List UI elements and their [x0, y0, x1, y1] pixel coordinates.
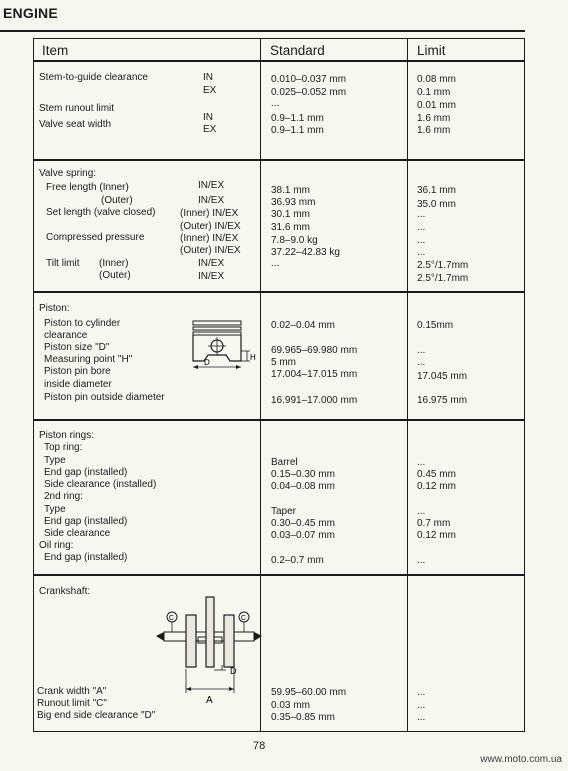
limit-value: 1.6 mm: [417, 113, 451, 124]
standard-value: Barrel: [271, 457, 298, 468]
spec-table: [33, 38, 525, 732]
limit-value: 0.1 mm: [417, 87, 451, 98]
standard-value: 36.93 mm: [271, 197, 316, 208]
item-label: (Inner): [99, 258, 129, 269]
item-label: Stem runout limit: [39, 103, 115, 114]
limit-value: 0.08 mm: [417, 74, 456, 85]
standard-value: 38.1 mm: [271, 185, 310, 196]
section-heading: Piston rings:: [39, 430, 95, 441]
limit-value: 0.7 mm: [417, 518, 451, 529]
item-qualifier: (Outer) IN/EX: [180, 221, 241, 232]
item-qualifier: IN/EX: [198, 258, 225, 269]
item-qualifier: IN/EX: [198, 180, 225, 191]
item-label: Free length (Inner): [46, 182, 129, 193]
item-label: (Outer): [99, 270, 131, 281]
standard-value: 7.8–9.0 kg: [271, 235, 318, 246]
item-label: Type: [44, 504, 66, 515]
section-heading: Crankshaft:: [39, 586, 91, 597]
section-divider: [34, 574, 524, 576]
figure-label-a: A: [206, 695, 213, 706]
crankshaft-diagram: [154, 597, 264, 713]
column-divider: [407, 39, 408, 731]
standard-value: 0.35–0.85 mm: [271, 712, 335, 723]
standard-value: 0.010–0.037 mm: [271, 74, 347, 85]
item-label: Side clearance: [44, 528, 111, 539]
standard-value: 0.025–0.052 mm: [271, 87, 347, 98]
standard-value: 0.15–0.30 mm: [271, 469, 335, 480]
item-label: Valve seat width: [39, 119, 112, 130]
item-label: Crank width "A": [37, 686, 107, 697]
limit-value: ...: [417, 506, 426, 517]
limit-value: ...: [417, 555, 426, 566]
standard-value: ...: [271, 98, 280, 109]
standard-value: 5 mm: [271, 357, 296, 368]
section-divider: [34, 419, 524, 421]
item-label: (Outer): [101, 195, 133, 206]
section-heading: Piston:: [39, 303, 70, 314]
item-qualifier: (Outer) IN/EX: [180, 245, 241, 256]
limit-value: 0.45 mm: [417, 469, 456, 480]
figure-label-c: C: [169, 615, 175, 622]
item-qualifier: (Inner) IN/EX: [180, 233, 239, 244]
standard-value: 0.02–0.04 mm: [271, 320, 335, 331]
standard-value: 16.991–17.000 mm: [271, 395, 358, 406]
item-qualifier: IN/EX: [198, 195, 225, 206]
item-label: Big end side clearance "D": [37, 710, 156, 721]
item-label: Side clearance (installed): [44, 479, 157, 490]
column-header-standard: Standard: [270, 43, 325, 58]
section-heading: Valve spring:: [39, 168, 97, 179]
standard-value: 37.22–42.83 kg: [271, 247, 340, 258]
figure-label-d: D: [204, 358, 210, 367]
limit-value: ...: [417, 457, 426, 468]
item-label: 2nd ring:: [44, 491, 83, 502]
section-divider: [34, 159, 524, 161]
item-label: End gap (installed): [44, 516, 128, 527]
limit-value: 35.0 mm: [417, 199, 456, 210]
standard-value: 0.03–0.07 mm: [271, 530, 335, 541]
limit-value: 0.15mm: [417, 320, 454, 331]
item-label: End gap (installed): [44, 467, 128, 478]
item-label: inside diameter: [44, 379, 112, 390]
page-title: ENGINE: [3, 5, 58, 21]
standard-value: 59.95–60.00 mm: [271, 687, 347, 698]
item-qualifier: IN: [203, 72, 213, 83]
standard-value: 0.04–0.08 mm: [271, 481, 335, 492]
limit-value: 1.6 mm: [417, 125, 451, 136]
item-label: Measuring point "H": [44, 354, 133, 365]
standard-value: 17.004–17.015 mm: [271, 369, 358, 380]
item-label: Type: [44, 455, 66, 466]
limit-value: ...: [417, 357, 426, 368]
item-label: Compressed pressure: [46, 232, 145, 243]
item-label: Oil ring:: [39, 540, 74, 551]
item-qualifier: IN/EX: [198, 271, 225, 282]
limit-value: 36.1 mm: [417, 185, 456, 196]
limit-value: ...: [417, 247, 426, 258]
limit-value: ...: [417, 712, 426, 723]
limit-value: 0.12 mm: [417, 481, 456, 492]
limit-value: ...: [417, 700, 426, 711]
section-divider: [34, 291, 524, 293]
limit-value: 0.01 mm: [417, 100, 456, 111]
page-number: 78: [253, 740, 266, 752]
item-label: Piston size "D": [44, 342, 110, 353]
standard-value: 69.965–69.980 mm: [271, 345, 358, 356]
item-qualifier: EX: [203, 124, 217, 135]
item-label: Stem-to-guide clearance: [39, 72, 148, 83]
figure-label-c: C: [241, 615, 247, 622]
limit-value: 2.5°/1.7mm: [417, 260, 469, 271]
item-label: Runout limit "C": [37, 698, 107, 709]
header-rule: [0, 30, 525, 32]
standard-value: 30.1 mm: [271, 209, 310, 220]
item-qualifier: IN: [203, 112, 213, 123]
standard-value: 0.2–0.7 mm: [271, 555, 324, 566]
figure-label-h: H: [250, 353, 256, 362]
item-label: clearance: [44, 330, 88, 341]
piston-diagram: [184, 317, 256, 383]
standard-value: 0.9–1.1 mm: [271, 113, 324, 124]
watermark: www.moto.com.ua: [480, 754, 562, 765]
item-label: Piston pin outside diameter: [44, 392, 165, 403]
standard-value: ...: [271, 258, 280, 269]
standard-value: 31.6 mm: [271, 222, 310, 233]
limit-value: 16.975 mm: [417, 395, 468, 406]
limit-value: ...: [417, 222, 426, 233]
column-header-limit: Limit: [417, 43, 446, 58]
standard-value: 0.03 mm: [271, 700, 310, 711]
standard-value: Taper: [271, 506, 297, 517]
limit-value: ...: [417, 235, 426, 246]
standard-value: 0.30–0.45 mm: [271, 518, 335, 529]
figure-label-d: D: [230, 666, 237, 676]
item-label: Piston to cylinder: [44, 318, 121, 329]
item-label: Set length (valve closed): [46, 207, 156, 218]
item-label: Piston pin bore: [44, 366, 111, 377]
limit-value: 2.5°/1.7mm: [417, 273, 469, 284]
item-qualifier: (Inner) IN/EX: [180, 208, 239, 219]
standard-value: 0.9–1.1 mm: [271, 125, 324, 136]
limit-value: 0.12 mm: [417, 530, 456, 541]
item-label: Tilt limit: [46, 258, 80, 269]
item-qualifier: EX: [203, 85, 217, 96]
limit-value: ...: [417, 687, 426, 698]
item-label: Top ring:: [44, 442, 83, 453]
item-label: End gap (installed): [44, 552, 128, 563]
limit-value: ...: [417, 345, 426, 356]
column-header-item: Item: [42, 43, 69, 58]
limit-value: ...: [417, 209, 426, 220]
header-divider: [34, 60, 524, 62]
limit-value: 17.045 mm: [417, 371, 468, 382]
